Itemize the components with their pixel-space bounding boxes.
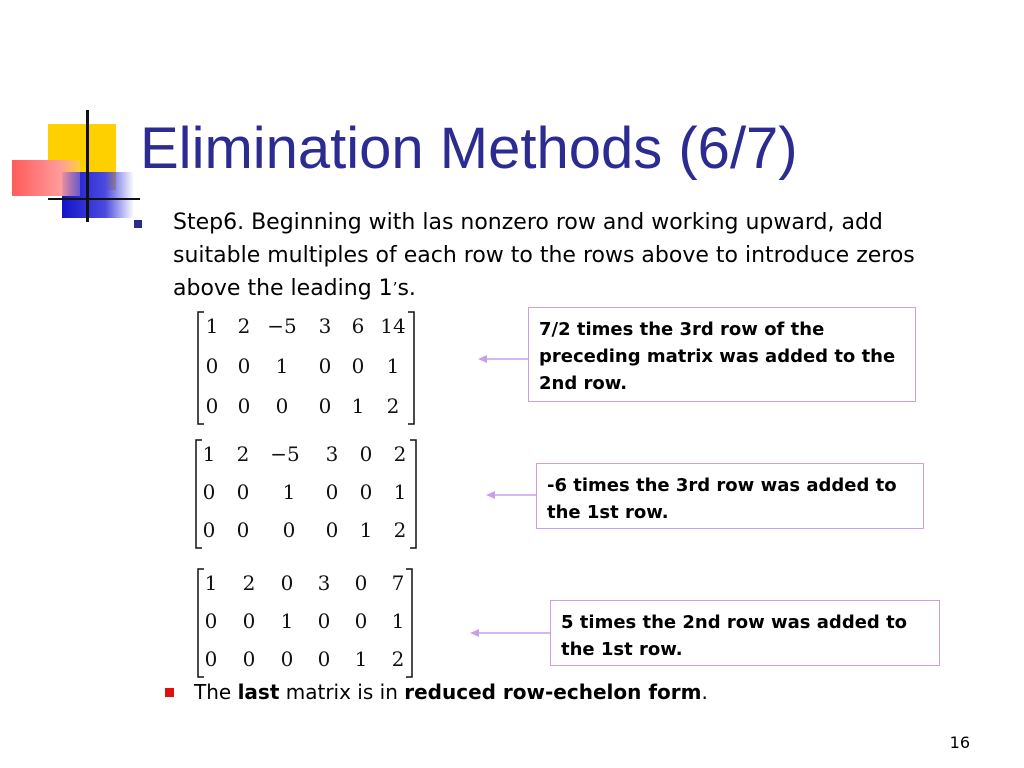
matrix-cell: 1 bbox=[391, 609, 405, 633]
decorative-vertical-line bbox=[86, 110, 89, 222]
bullet-square-icon bbox=[134, 220, 142, 228]
matrix-cell: 1 bbox=[275, 354, 289, 378]
matrix-cell: 0 bbox=[280, 571, 294, 595]
bullet-square-icon bbox=[165, 688, 174, 697]
matrix-cell: 2 bbox=[236, 442, 250, 466]
matrix-cell: 0 bbox=[318, 354, 332, 378]
matrix-2 bbox=[190, 436, 420, 552]
matrix-cell: 0 bbox=[280, 647, 294, 671]
matrix-cell: 0 bbox=[204, 647, 218, 671]
matrix-cell: 0 bbox=[202, 480, 216, 504]
matrix-cell: 0 bbox=[325, 518, 339, 542]
arrow-left-icon bbox=[470, 626, 552, 640]
matrix-cell: 0 bbox=[205, 394, 219, 418]
matrix-cell: 0 bbox=[354, 571, 368, 595]
matrix-cell: 3 bbox=[325, 442, 339, 466]
slide-title: Elimination Methods (6/7) bbox=[140, 116, 798, 181]
matrix-cell: 1 bbox=[202, 442, 216, 466]
matrix-cell: 0 bbox=[359, 480, 373, 504]
conclusion-bold-form: reduced row-echelon form bbox=[404, 680, 702, 704]
matrix-3 bbox=[192, 565, 418, 681]
arrow-left-icon bbox=[478, 352, 532, 366]
matrix-cell: 0 bbox=[275, 394, 289, 418]
matrix-cell: 0 bbox=[202, 518, 216, 542]
matrix-cell: 1 bbox=[204, 571, 218, 595]
matrix-cell: 1 bbox=[282, 480, 296, 504]
matrix-cell: 2 bbox=[386, 394, 400, 418]
matrix-cell: 0 bbox=[204, 609, 218, 633]
step-text-apostrophe: ’ bbox=[392, 279, 398, 297]
matrix-cell: 2 bbox=[391, 647, 405, 671]
matrix-cell: −5 bbox=[270, 442, 300, 466]
step-text-main: Step6. Beginning with las nonzero row and working upward, add suitable multiples of each row to the rows above to introduce zeros above the leading 1 bbox=[173, 210, 915, 301]
matrix-cell: 0 bbox=[354, 609, 368, 633]
matrix-cell: 0 bbox=[318, 394, 332, 418]
conclusion-suffix: . bbox=[701, 680, 708, 704]
callout-step-2: -6 times the 3rd row was added to the 1st row. bbox=[536, 463, 924, 529]
matrix-cell: 0 bbox=[351, 354, 365, 378]
matrix-cell: 0 bbox=[242, 647, 256, 671]
conclusion-text bbox=[194, 680, 708, 704]
matrix-cell: 1 bbox=[354, 647, 368, 671]
matrix-cell: 0 bbox=[237, 354, 251, 378]
callout-step-3: 5 times the 2nd row was added to the 1st row. bbox=[550, 600, 940, 666]
matrix-cell: 0 bbox=[359, 442, 373, 466]
matrix-cell: 0 bbox=[317, 647, 331, 671]
matrix-cell: 1 bbox=[359, 518, 373, 542]
step-description bbox=[173, 206, 963, 305]
matrix-cell: 0 bbox=[236, 480, 250, 504]
conclusion-middle: matrix is in bbox=[279, 680, 405, 704]
matrix-cell: 1 bbox=[393, 480, 407, 504]
decorative-horizontal-line bbox=[48, 198, 140, 200]
conclusion-bold-last: last bbox=[237, 680, 280, 704]
matrix-cell: 0 bbox=[282, 518, 296, 542]
matrix-cell: 1 bbox=[205, 314, 219, 338]
matrix-cell: 14 bbox=[380, 314, 406, 338]
matrix-1 bbox=[192, 308, 420, 428]
matrix-cell: 0 bbox=[205, 354, 219, 378]
matrix-cell: 1 bbox=[351, 394, 365, 418]
matrix-cell: 2 bbox=[393, 518, 407, 542]
conclusion-prefix: The bbox=[194, 680, 238, 704]
matrix-cell: 3 bbox=[318, 314, 332, 338]
matrix-cell: 2 bbox=[242, 571, 256, 595]
matrix-cell: 6 bbox=[351, 314, 365, 338]
callout-step-1: 7/2 times the 3rd row of the preceding matrix was added to the 2nd row. bbox=[528, 307, 916, 402]
matrix-cell: 0 bbox=[317, 609, 331, 633]
matrix-cell: 0 bbox=[236, 518, 250, 542]
decorative-red-square bbox=[12, 160, 80, 196]
matrix-cell: 0 bbox=[325, 480, 339, 504]
matrix-cell: 1 bbox=[386, 354, 400, 378]
matrix-cell: −5 bbox=[267, 314, 297, 338]
page-number: 16 bbox=[949, 733, 970, 752]
matrix-cell: 0 bbox=[242, 609, 256, 633]
matrix-cell: 2 bbox=[393, 442, 407, 466]
matrix-cell: 7 bbox=[391, 571, 405, 595]
matrix-cell: 0 bbox=[237, 394, 251, 418]
arrow-left-icon bbox=[486, 488, 538, 502]
step-text-end: s. bbox=[397, 276, 416, 301]
matrix-cell: 3 bbox=[317, 571, 331, 595]
matrix-cell: 2 bbox=[237, 314, 251, 338]
matrix-cell: 1 bbox=[280, 609, 294, 633]
